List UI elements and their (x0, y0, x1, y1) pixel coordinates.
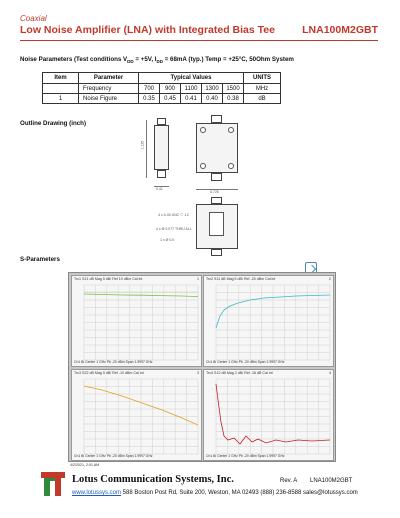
sparams-timestamp: 4/2/2021, 2:51 AM (70, 463, 100, 467)
dim-top-width: 0.725 (210, 190, 219, 194)
pane-title-bar: Trc4 S12 dB Mag 2 dB/ Ref -16 dB Cal int (206, 371, 273, 375)
dim-line (146, 120, 147, 178)
plot-grid (84, 379, 198, 454)
company-name: Lotus Communication Systems, Inc. (72, 474, 234, 485)
header-divider (20, 40, 378, 41)
side-view-body (154, 125, 169, 170)
pane-title-bar: Trc2 S11 dB Mag 5 dB/ Ref -20 dBm Cal int (206, 277, 276, 281)
header-part-number: LNA100M2GBT (302, 24, 378, 36)
mount-hole (200, 127, 206, 133)
mount-hole (228, 163, 234, 169)
dim-note: 4 x 4-40 UNC ▽ .12 (158, 213, 189, 217)
noise-params-heading: Noise Parameters (Test conditions $V_{DD} = +5V$, $I_{DD} = 68mA$ (typ.) Temp = +25°C, 50Ohm System (20, 56, 294, 65)
pane-number: 3 (197, 371, 199, 375)
cell-item (43, 84, 79, 94)
col-item: Item (43, 73, 79, 84)
revision-label: Rev. A (280, 478, 298, 484)
sparam-pane-s12 (203, 369, 334, 461)
footer-part-number: LNA100M2GBT (310, 478, 353, 484)
mount-hole (200, 163, 206, 169)
pane-footer: Ch1 Bi Center 1 GHz Pb -20 dBm Span 1.9997 GHz (206, 454, 285, 458)
cell-value: 0.40 (202, 94, 223, 104)
cell-value: 700 (139, 84, 160, 94)
cell-parameter: Frequency (79, 84, 139, 94)
pane-footer: Ch1 Bi Center 1 GHz Pb -20 dBm Span 1.9997 GHz (206, 360, 285, 364)
pane-title-bar: Trc3 S22 dB Mag 5 dB/ Ref -10 dBm Cal int (74, 371, 144, 375)
sparam-pane-s21 (71, 275, 202, 367)
noise-params-table (42, 72, 281, 104)
cell-unit: dB (244, 94, 281, 104)
cell-value: 0.35 (139, 94, 160, 104)
sparams-screenshot (68, 272, 336, 462)
cell-value: 0.45 (160, 94, 181, 104)
cell-value: 900 (160, 84, 181, 94)
cell-value: 0.38 (223, 94, 244, 104)
cell-unit: MHz (244, 84, 281, 94)
table-row (43, 84, 281, 94)
pane-title-bar: Trc1 S21 dB Mag 5 dB/ Ref 10 dBm Cal int (74, 277, 143, 281)
cell-value: 0.41 (181, 94, 202, 104)
sparams-heading: S-Parameters (20, 256, 60, 263)
pane-plot (72, 276, 203, 368)
cell-parameter: Noise Figure (79, 94, 139, 104)
plot-grid (216, 379, 330, 454)
pane-plot (72, 370, 203, 462)
website-link[interactable]: www.lotussys.com (72, 490, 122, 496)
pane-number: 1 (197, 277, 199, 281)
outline-heading: Outline Drawing (inch) (20, 120, 86, 127)
pane-number: 4 (329, 371, 331, 375)
pane-footer: Ch1 Bi Center 1 GHz Pb -20 dBm Span 1.9997 GHz (74, 360, 153, 364)
connector-bottom-bottomview (211, 249, 222, 256)
pane-footer: Ch1 Bi Center 1 GHz Pb -20 dBm Span 1.9997 GHz (74, 454, 153, 458)
header-category: Coaxial (20, 14, 47, 23)
pane-number: 2 (329, 277, 331, 281)
plot-grid (216, 285, 330, 360)
page-title: Low Noise Amplifier (LNA) with Integrated Bias Tee (20, 24, 275, 36)
cell-value: 1100 (181, 84, 202, 94)
sparam-pane-s11 (203, 275, 334, 367)
col-typical: Typical Values (139, 73, 244, 84)
cell-item: 1 (43, 94, 79, 104)
mount-hole (228, 127, 234, 133)
company-address (72, 490, 358, 496)
table-row (43, 94, 281, 104)
lotus-logo-icon (40, 469, 66, 497)
connector-top-bottomview (211, 197, 222, 204)
dim-note: 4 x Ø 0.077 THRU ALL (156, 227, 192, 231)
cell-value: 1500 (223, 84, 244, 94)
dim-side-width: 0.41 (156, 187, 163, 191)
connector-bottom-main (211, 173, 222, 181)
dim-side-height: 1.125 (140, 140, 145, 150)
dim-note: 1 x Ø 0.0 (160, 238, 175, 242)
connector-top-side (157, 118, 166, 125)
sparam-pane-s22 (71, 369, 202, 461)
col-units: UNITS (244, 73, 281, 84)
pane-plot (204, 370, 335, 462)
table-header-row (43, 73, 281, 84)
connector-top-main (211, 115, 222, 123)
address-text: 588 Boston Post Rd, Suite 200, Weston, MA 02493 (888) 236-8588 sales@lotussys.com (121, 490, 358, 496)
pane-plot (204, 276, 335, 368)
cell-value: 1300 (202, 84, 223, 94)
connector-bottom-side (157, 170, 166, 178)
col-parameter: Parameter (79, 73, 139, 84)
bottom-view-inset (209, 212, 224, 236)
